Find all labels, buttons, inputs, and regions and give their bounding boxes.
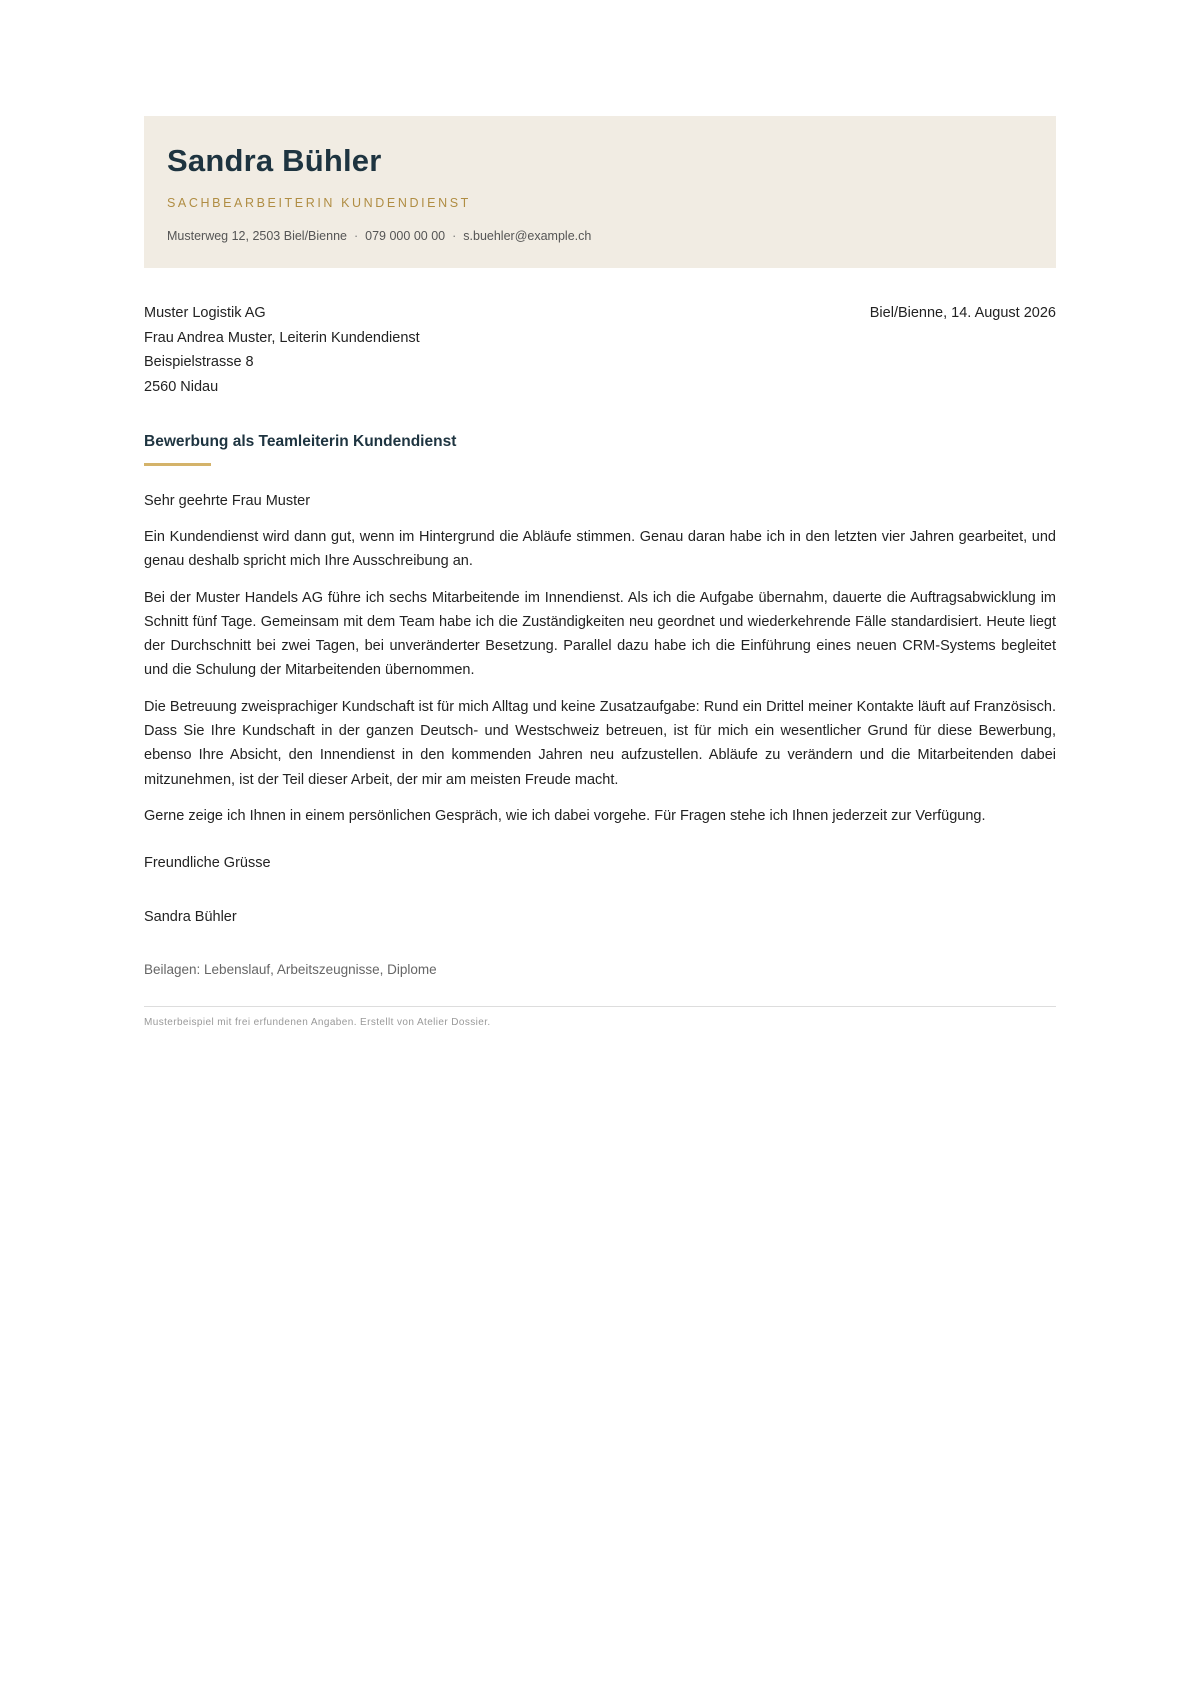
letter-header bbox=[144, 116, 1056, 268]
letter-subject: Bewerbung als Teamleiterin Kundendienst bbox=[144, 433, 457, 450]
sender-phone: 079 000 00 00 bbox=[365, 229, 446, 243]
footer-note: Musterbeispiel mit frei erfundenen Angaben. Erstellt von Atelier Dossier. bbox=[144, 1017, 491, 1029]
recipient-block bbox=[144, 301, 420, 399]
subject-underline bbox=[144, 463, 211, 466]
recipient-street: Beispielstrasse 8 bbox=[144, 354, 254, 370]
recipient-city: 2560 Nidau bbox=[144, 378, 219, 395]
body-paragraph-4: Gerne zeige ich Ihnen in einem persönlichen Gespräch, wie ich dabei vorgehe. Für Fragen stehe ich Ihnen jederzeit zur Verfügung. bbox=[144, 807, 986, 824]
body-paragraph-2: Bei der Muster Handels AG führe ich sechs Mitarbeitende im Innendienst. Als ich die Aufgabe übernahm, dauerte die Auftragsabwicklung im Schnitt fünf Tage. Gemeinsam mit dem Team habe ich die Zuständigkeiten neu geordnet und wiederkehrende Fälle standardisiert. Heute liegt der Durchschnitt bei zwei Tagen, bei unveränderter Besetzung. Parallel dazu habe ich die Einführung eines neuen CRM-Systems begleitet und die Schulung der Mitarbeitenden übernommen. bbox=[144, 589, 1056, 679]
body-paragraph-1: Ein Kundendienst wird dann gut, wenn im Hintergrund die Abläufe stimmen. Genau daran habe ich in den letzten vier Jahren gearbeitet, und genau deshalb spricht mich Ihre Ausschreibung an. bbox=[144, 529, 1056, 570]
signature-name: Sandra Bühler bbox=[144, 909, 237, 926]
footer-divider bbox=[144, 1006, 1056, 1007]
closing-phrase: Freundliche Grüsse bbox=[144, 855, 271, 872]
salutation: Sehr geehrte Frau Muster bbox=[144, 493, 311, 509]
sender-name: Sandra Bühler bbox=[167, 143, 382, 178]
enclosures-line: Beilagen: Lebenslauf, Arbeitszeugnisse, Diplome bbox=[144, 962, 437, 978]
sender-contact-line bbox=[167, 229, 591, 243]
recipient-person: Frau Andrea Muster, Leiterin Kundendienst bbox=[144, 329, 420, 346]
contact-separator: · bbox=[452, 229, 457, 243]
letter-date: Biel/Bienne, 14. August 2026 bbox=[869, 305, 1056, 321]
sender-address: Musterweg 12, 2503 Biel/Bienne bbox=[167, 229, 347, 243]
letter-meta bbox=[144, 301, 1056, 411]
sender-role: SACHBEARBEITERIN KUNDENDIENST bbox=[167, 196, 471, 210]
sender-email: s.buehler@example.ch bbox=[463, 229, 592, 243]
cover-letter-page bbox=[144, 116, 1056, 1028]
contact-separator: · bbox=[353, 229, 359, 243]
body-paragraph-3: Die Betreuung zweisprachiger Kundschaft ist für mich Alltag und keine Zusatzaufgabe: Rund ein Drittel meiner Kontakte läuft auf Französisch. Dass Sie Ihre Kundschaft in der ganzen Deutsch- und Westschweiz betreuen, ist für mich ein wesentlicher Grund für diese Bewerbung, ebenso Ihre Absicht, den Innendienst in den kommenden Jahren neu aufzustellen. Abläufe zu verändern und die Mitarbeitenden dabei mitzunehmen, ist der Teil dieser Arbeit, der mir am meisten Freude macht. bbox=[144, 698, 1056, 788]
recipient-company: Muster Logistik AG bbox=[144, 305, 266, 321]
